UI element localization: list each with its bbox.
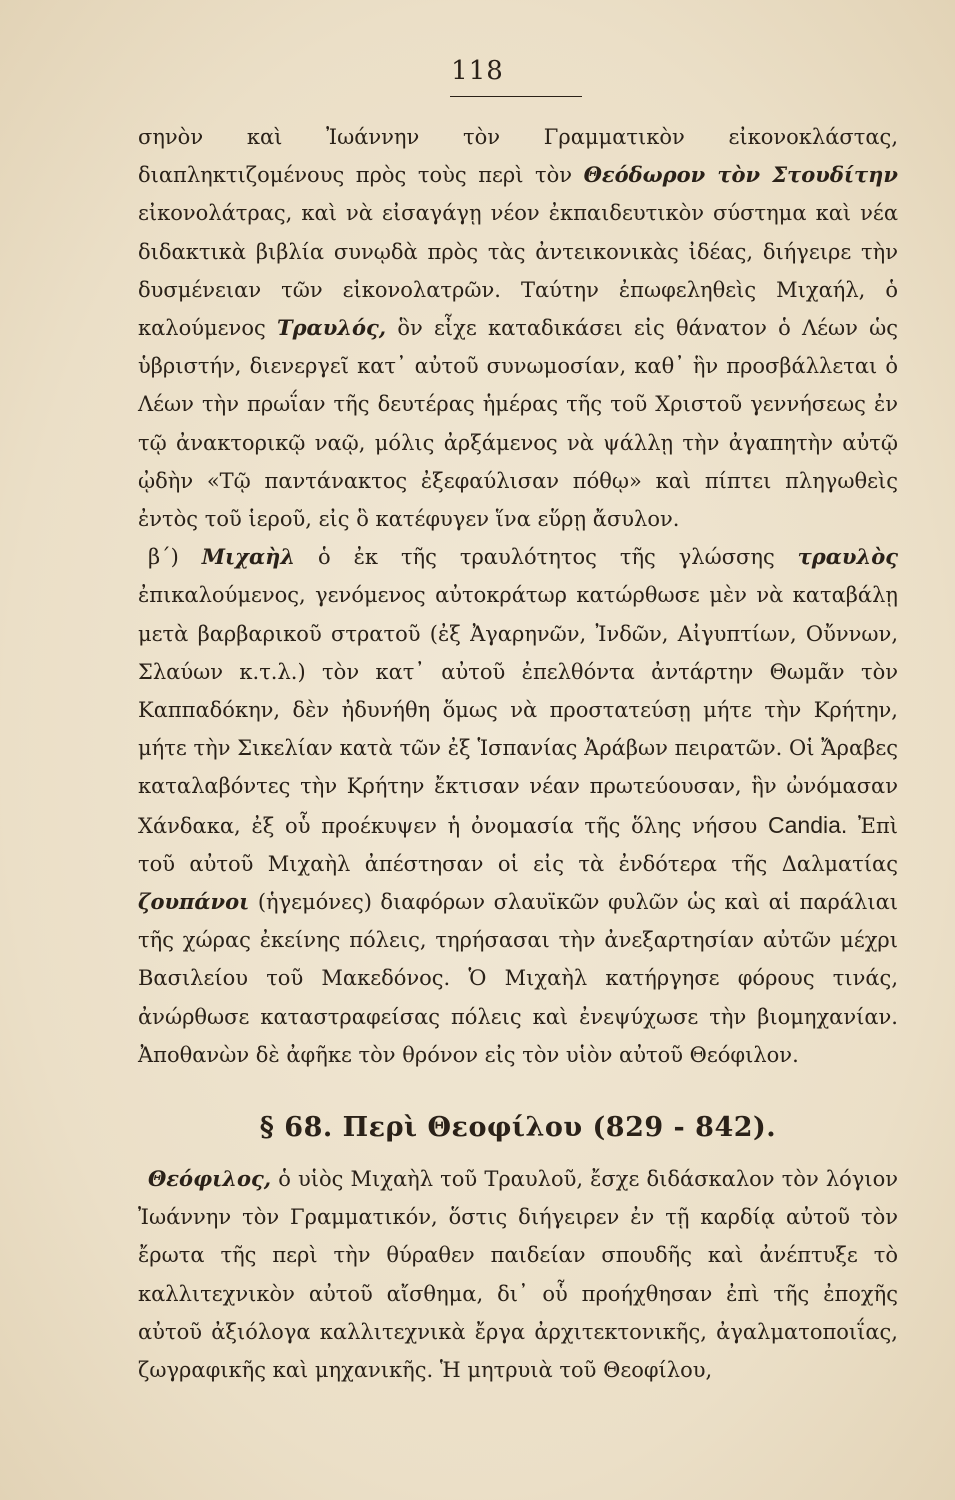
text-run: ὃν εἶχε καταδικάσει εἰς θάνατον ὁ Λέων ὡς ὑβριστήν, διενεργεῖ κατ᾿ αὐτοῦ συνωμοσίαν, καθ᾿ ἣν προσβάλλεται ὁ Λέων τὴν πρωΐαν τῆς δευτέρας ἡμέρας τῆς τοῦ Χριστοῦ γεννήσεως ἐν τῷ ἀνακτορικῷ ναῷ, μόλις ἀρξάμενος νὰ ψάλλῃ τὴν ἀγαπητὴν αὐτῷ ᾠδὴν «Τῷ παντάνακτος ἐξεφαύλισαν πόθῳ» καὶ πίπτει πληγωθεὶς ἐντὸς τοῦ ἱεροῦ, εἰς ὃ κατέφυγεν ἵνα εὕρῃ ἄσυλον.	[138, 316, 898, 532]
main-text-2	[138, 1160, 898, 1389]
header-rule	[450, 96, 582, 97]
section-heading: § 68. Περὶ Θεοφίλου (829 - 842).	[259, 1112, 777, 1143]
text-run: β´)	[148, 545, 202, 570]
paragraph-3	[138, 1160, 898, 1389]
emphasis-text: ζουπάνοι	[138, 889, 250, 915]
text-run: ὁ ἐκ τῆς τραυλότητος τῆς γλώσσης	[295, 545, 798, 570]
emphasis-text: τραυλὸς	[797, 544, 898, 570]
text-run: εἰκονολάτρας, καὶ νὰ εἰσαγάγῃ νέον ἐκπαιδευτικὸν σύστημα καὶ νέα διδακτικὰ βιβλία συνῳδὰ πρὸς τὰς ἀντεικονικὰς ἰδέας, διήγειρε τὴν δυσμένειαν τῶν εἰκονολατρῶν. Ταύτην ἐπωφεληθεὶς Μιχαήλ, ὁ καλούμενος	[138, 201, 898, 341]
latin-text: Candia.	[768, 811, 848, 838]
text-run: σηνὸν καὶ Ἰωάννην τὸν Γραμματικὸν εἰκονοκλάστας, διαπληκτιζομένους πρὸς τοὺς περὶ τὸν	[138, 125, 898, 188]
emphasis-text: Θεόφιλος,	[148, 1166, 272, 1191]
paragraph-1	[138, 118, 898, 538]
emphasis-text: Μιχαὴλ	[201, 544, 296, 570]
emphasis-text: Θεόδωρον τὸν Στουδίτην	[583, 162, 898, 188]
emphasis-text: Τραυλός,	[276, 315, 387, 341]
paragraph-2	[138, 538, 898, 1074]
text-run: ἐπικαλούμενος, γενόμενος αὐτοκράτωρ κατώρθωσε μὲν νὰ καταβάλῃ μετὰ βαρβαρικοῦ στρατοῦ (ἐξ Ἀγαρηνῶν, Ἰνδῶν, Αἰγυπτίων, Οὔννων, Σλαύων κ.τ.λ.) τὸν κατ᾿ αὐτοῦ ἐπελθόντα ἀντάρτην Θωμᾶν τὸν Καππαδόκην, δὲν ἠδυνήθη ὅμως νὰ προστατεύσῃ μήτε τὴν Κρήτην, μήτε τὴν Σικελίαν κατὰ τῶν ἐξ Ἱσπανίας Ἀράβων πειρατῶν. Οἱ Ἄραβες καταλαβόντες τὴν Κρήτην ἔκτισαν νέαν πρωτεύουσαν, ἣν ὠνόμασαν Χάνδακα, ἐξ οὗ προέκυψεν ἡ ὀνομασία τῆς ὅλης νήσου	[138, 583, 898, 838]
main-text	[138, 118, 898, 1074]
text-run: Ἐπὶ τοῦ αὐτοῦ Μιχαὴλ ἀπέστησαν οἱ εἰς τὰ ἐνδότερα τῆς Δαλματίας	[138, 813, 899, 876]
text-run: (ἡγεμόνες) διαφόρων σλαυϊκῶν φυλῶν ὡς καὶ αἱ παράλιαι τῆς χώρας ἐκείνης πόλεις, τηρήσασαι τὴν ἀνεξαρτησίαν αὐτῶν μέχρι Βασιλείου τοῦ Μακεδόνος. Ὁ Μιχαὴλ κατήργησε φόρους τινάς, ἀνώρθωσε καταστραφείσας πόλεις καὶ ἐνεψύχωσε τὴν βιομηχανίαν. Ἀποθανὼν δὲ ἀφῆκε τὸν θρόνον εἰς τὸν υἱὸν αὐτοῦ Θεόφιλον.	[138, 890, 898, 1067]
text-run: ὁ υἱὸς Μιχαὴλ τοῦ Τραυλοῦ, ἔσχε διδάσκαλον τὸν λόγιον Ἰωάννην τὸν Γραμματικόν, ὅστις διήγειρεν ἐν τῇ καρδίᾳ αὐτοῦ τὸν ἔρωτα τῆς περὶ τὴν θύραθεν παιδείαν σπουδῆς καὶ ἀνέπτυξε τὸ καλλιτεχνικὸν αὐτοῦ αἴσθημα, δι᾿ οὗ προήχθησαν ἐπὶ τῆς ἐποχῆς αὐτοῦ ἀξιόλογα καλλιτεχνικὰ ἔργα ἀρχιτεκτονικῆς, ἀγαλματοποιΐας, ζωγραφικῆς καὶ μηχανικῆς. Ἡ μητρυιὰ τοῦ Θεοφίλου,	[138, 1167, 898, 1383]
page-number: 118	[451, 56, 504, 86]
